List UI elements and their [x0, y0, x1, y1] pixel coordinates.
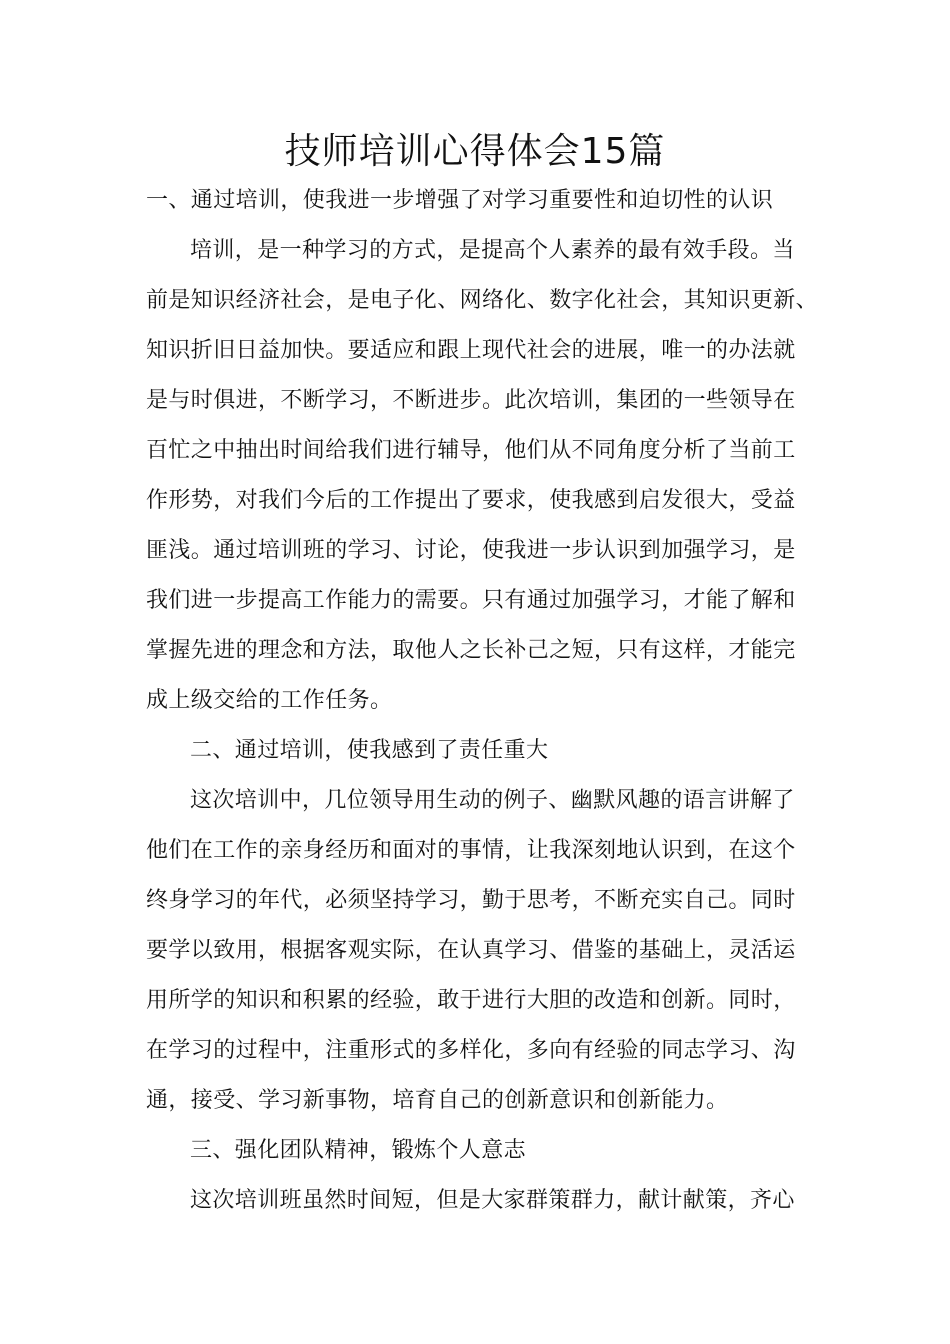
paragraph-line: 终身学习的年代，必须坚持学习，勤于思考，不断充实自己。同时 [146, 888, 796, 913]
paragraph-line: 这次培训中，几位领导用生动的例子、幽默风趣的语言讲解了 [190, 788, 795, 813]
paragraph-line: 在学习的过程中，注重形式的多样化，多向有经验的同志学习、沟 [146, 1038, 796, 1063]
paragraph-line: 他们在工作的亲身经历和面对的事情，让我深刻地认识到，在这个 [146, 838, 796, 863]
paragraph-line: 这次培训班虽然时间短，但是大家群策群力，献计献策，齐心 [190, 1188, 795, 1213]
paragraph-line: 作形势，对我们今后的工作提出了要求，使我感到启发很大，受益 [146, 488, 796, 513]
paragraph-line: 用所学的知识和积累的经验，敢于进行大胆的改造和创新。同时， [146, 988, 796, 1013]
paragraph-line: 知识折旧日益加快。要适应和跟上现代社会的进展，唯一的办法就 [146, 338, 796, 363]
paragraph-line: 我们进一步提高工作能力的需要。只有通过加强学习，才能了解和 [146, 588, 796, 613]
document-title: 技师培训心得体会15篇 [284, 131, 666, 172]
paragraph-line: 成上级交给的工作任务。 [146, 688, 393, 713]
section-heading-2: 二、通过培训，使我感到了责任重大 [190, 738, 549, 763]
paragraph-line: 前是知识经济社会，是电子化、网络化、数字化社会，其知识更新、 [146, 288, 819, 313]
paragraph-line: 要学以致用，根据客观实际，在认真学习、借鉴的基础上，灵活运 [146, 938, 796, 963]
section-heading-1: 一、通过培训，使我进一步增强了对学习重要性和迫切性的认识 [146, 188, 774, 213]
paragraph-line: 培训，是一种学习的方式，是提高个人素养的最有效手段。当 [190, 238, 795, 263]
paragraph-line: 匪浅。通过培训班的学习、讨论，使我进一步认识到加强学习，是 [146, 538, 796, 563]
paragraph-line: 通，接受、学习新事物，培育自己的创新意识和创新能力。 [146, 1088, 729, 1113]
paragraph-line: 百忙之中抽出时间给我们进行辅导，他们从不同角度分析了当前工 [146, 438, 796, 463]
paragraph-line: 掌握先进的理念和方法，取他人之长补己之短，只有这样，才能完 [146, 638, 796, 663]
paragraph-line: 是与时俱进，不断学习，不断进步。此次培训，集团的一些领导在 [146, 388, 796, 413]
section-heading-3: 三、强化团队精神，锻炼个人意志 [190, 1138, 527, 1163]
